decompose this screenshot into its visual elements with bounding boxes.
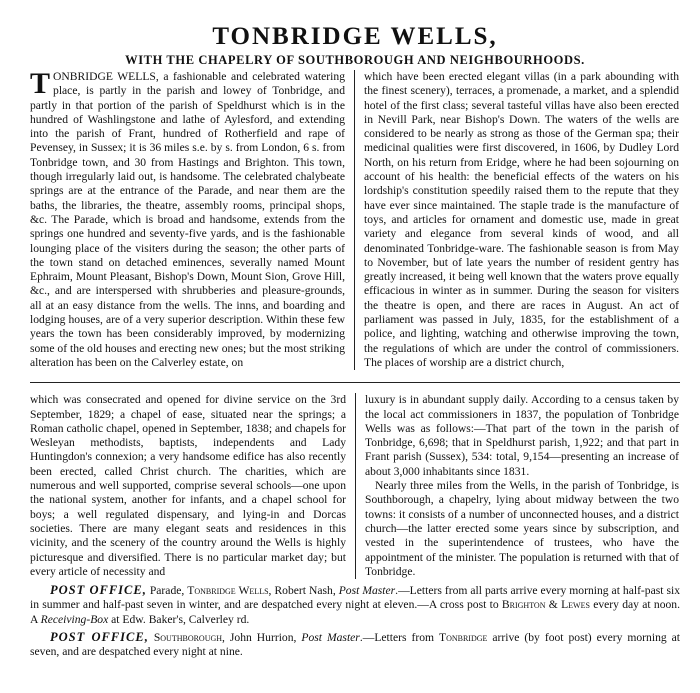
post-office-text: .—Letters from	[359, 630, 439, 644]
bottom-left-column	[30, 393, 355, 579]
post-office-text: at Edw. Baker's, Calverley rd.	[108, 612, 250, 626]
post-office-text: arrive (by foot post) every morning at seven, and are despatched every night at nine.	[30, 630, 681, 659]
post-office-role: Post Master	[338, 584, 396, 598]
post-office-place: Southborough	[153, 630, 223, 644]
post-office-tonbridge	[30, 583, 680, 627]
bottom-section	[30, 393, 680, 579]
post-office-role: Post Master	[301, 630, 360, 644]
post-office-heading: POST OFFICE,	[50, 629, 149, 644]
drop-cap: T	[30, 67, 51, 100]
post-office-text: every day at noon. A	[30, 598, 680, 626]
post-office-receiving-box: Receiving-Box	[40, 612, 109, 626]
post-office-origin: Tonbridge	[439, 630, 488, 644]
post-office-text: .—Letters from all parts arrive every morning at half-past six in summer and half-past seven in winter, and are despatched every night at eleven.—A cross post to	[30, 584, 680, 612]
southborough-paragraph: Nearly three miles from the Wells, in the parish of Tonbridge, is Southborough, a chapelry, lying about midway between the two towns: it consists of a number of unconnected houses, and a district church—the latter erected some years since by subscription, and vested in the superintendence of trustees, who have the appointment of the minister. The population is returned with that of Tonbridge.	[365, 479, 679, 578]
top-right-paragraph: which have been erected elegant villas (in a park abounding with the finest scenery), terraces, a promenade, a market, and a splendid hotel of the first class; several tasteful villas have also been erected in Nevill Park, near Bishop's Down. The waters of the wells are considered to be nearly as strong as those of the German spa; their medicinal qualities were first discovered, in 1606, by Dudley Lord North, on his return from Eridge, where he had been sojourning on account of his health: the beneficial effects of the waters on his lordship's constitution speedily raised them to the repute that they have ever since maintained. The staple trade is the manufacture of toys, and articles for ornament and domestic use, made in great variety and elegance from several kinds of wood, and all denominated Tonbridge-ware. The fashionable season is from May to November, but of late years the number of resident gentry has greatly increased, it being well known that the waters prove equally efficacious in winter as in summer. During the season for visiters the theatre is open, and there are races in August. An act of parliament was passed in July, 1835, for the establishment of a police, and lighting, watching and otherwise improving the town, the regulations of which are under the control of commissioners. The places of worship are a district church,	[364, 70, 679, 369]
page-title: TONBRIDGE WELLS,	[212, 23, 498, 50]
bottom-right-column	[356, 393, 679, 579]
population-paragraph: luxury is in abundant supply daily. According to a census taken by the local act commissioners in 1837, the population of Tonbridge Wells was as follows:—That part of the town in the parish of Tonbridge, 6,698; that in Speldhurst parish, 1,922; and that part in Frant parish (Sussex), 534: total, 9,154—presenting an increase of about 3,000 inhabitants since 1831.	[365, 393, 679, 478]
intro-paragraph	[30, 67, 345, 370]
top-right-column	[355, 70, 679, 370]
post-office-southborough	[30, 630, 680, 660]
post-office-text: Parade,	[146, 584, 188, 598]
bottom-left-paragraph: which was consecrated and opened for divine service on the 3rd September, 1829; a chapel of ease, situated near the springs; a Roman catholic chapel, opened in September, 1838; and chapels for Wesleyan methodists, baptists, independents and Lady Huntingdon's connexion; a very handsome edifice has also recently been erected, called Christ church. The charities, which are numerous and well supported, comprise several schools—one upon the national system, another for infants, and a chapel school for boys; a well regulated dispensary, and lying-in and Dorcas societies. There are many elegant seats and residences in this vicinity, and the scenery of the country around the Wells is highly picturesque and diversified. There is no particular market day; but every article of necessity and	[30, 393, 346, 578]
post-office-text: , John Hurrion,	[222, 630, 302, 644]
post-office-heading: POST OFFICE,	[50, 583, 147, 598]
post-office-text: , Robert Nash,	[268, 584, 339, 598]
intro-text: ONBRIDGE WELLS, a fashionable and celebrated watering place, is partly in the parish and lowey of Tonbridge, and partly in that portion of the parish of Speldhurst which is in the hundred of Washlingstone and lathe of Aylesford, and extending into the parish of Frant, hundred of Rotherfield and rape of Pevensey, in Sussex; it is 36 miles s.e. by s. from London, 6 s. from Tonbridge town, and 30 from Hastings and Brighton. This town, though irregularly laid out, is handsome. The celebrated chalybeate springs are at the entrance of the Parade, and near them are the baths, the libraries, the theatre, assembly rooms, principal shops, &c. The Parade, which is broad and handsome, extends from the springs one hundred and seventy-five yards, and is the fashionable lounging place of the visiters during the season; the other parts of the town stand on detached eminences, severally named Mount Ephraim, Mount Pleasant, Bishop's Down, Mount Sion, Grove Hill, &c., and are interspersed with shrubberies and pleasure-grounds, all at an easy distance from the wells. The inns, and boarding and lodging houses, are of a very superior description. Within these few years the town has been considerably improved, by modernizing some of the old houses and erecting new ones; but the most striking alteration has been on the Calverley estate, on	[30, 70, 345, 369]
post-office-place: Tonbridge Wells	[187, 584, 269, 598]
top-section	[30, 67, 680, 370]
page-subtitle: WITH THE CHAPELRY OF SOUTHBOROUGH AND NEIGHBOURHOODS.	[125, 53, 585, 67]
section-divider	[30, 382, 680, 383]
top-left-column	[30, 67, 354, 370]
post-office-destination: Brighton & Lewes	[501, 598, 590, 612]
